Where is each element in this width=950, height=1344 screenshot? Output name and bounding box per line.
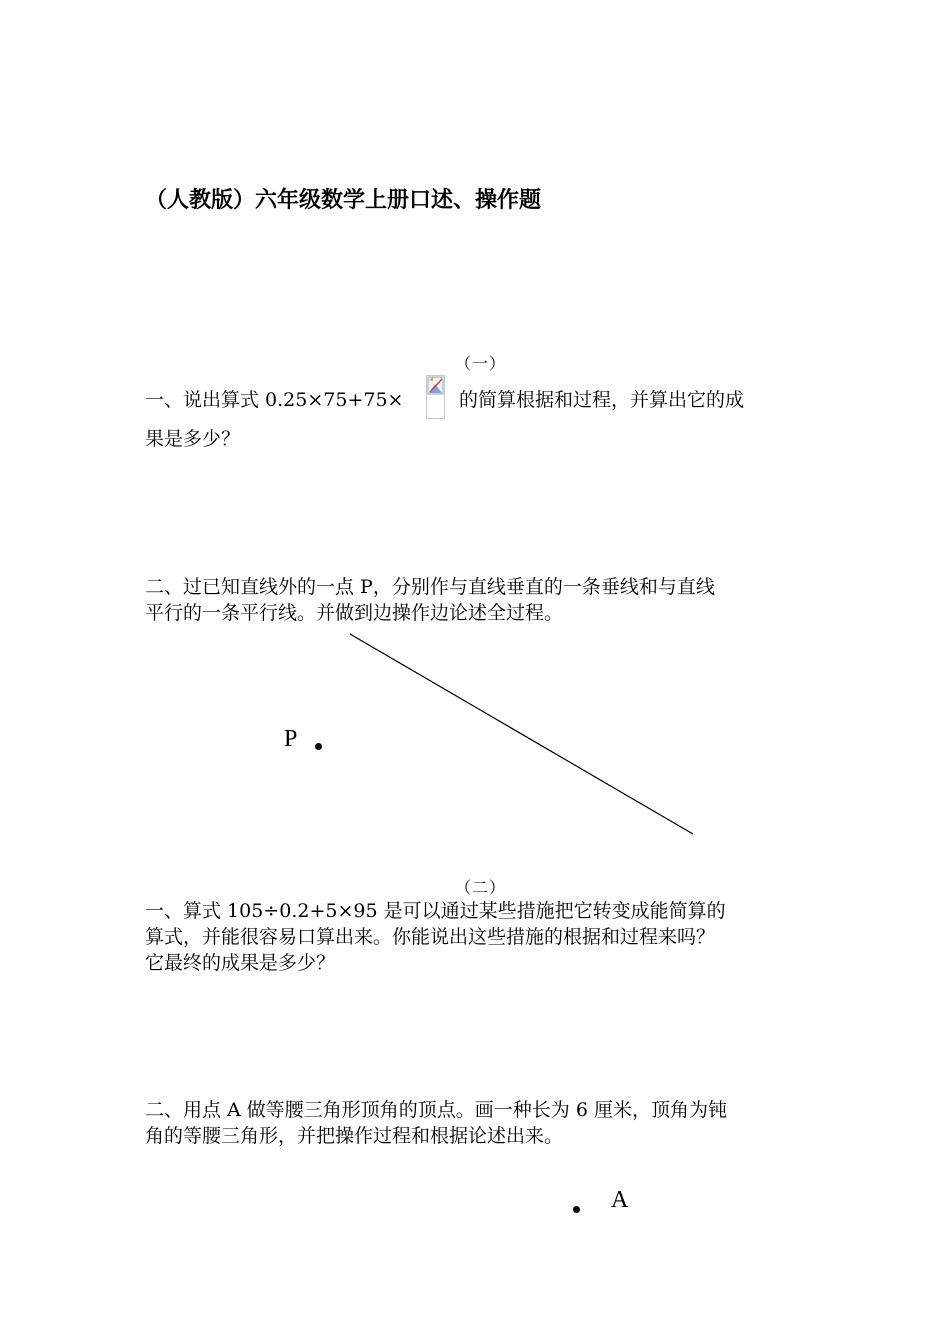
broken-image-icon xyxy=(426,375,445,419)
question-2-2-line-1: 二、用点 A 做等腰三角形顶角的顶点。画一种长为 6 厘米，顶角为钝 xyxy=(145,1099,727,1121)
question-1-2-line-1: 二、过已知直线外的一点 P，分别作与直线垂直的一条垂线和与直线 xyxy=(145,576,715,598)
question-2-2-line-2: 角的等腰三角形，并把操作过程和根据论述出来。 xyxy=(145,1125,564,1147)
given-straight-line xyxy=(340,625,705,840)
question-2-1-line-2: 算式，并能很容易口算出来。你能说出这些措施的根据和过程来吗？ xyxy=(145,926,716,948)
broken-image-glyph xyxy=(427,376,444,396)
section-heading-2: （二） xyxy=(455,878,507,897)
question-1-1-line-2: 果是多少？ xyxy=(145,428,241,450)
section-heading-1: （一） xyxy=(455,354,507,373)
question-2-1-line-3: 它最终的成果是多少？ xyxy=(145,952,336,974)
point-a-label: A xyxy=(611,1187,629,1213)
point-p-label: P xyxy=(284,726,298,752)
question-2-1-line-1: 一、算式 105÷0.2+5×95 是可以通过某些措施把它转变成能简算的 xyxy=(145,900,726,922)
question-1-1-line-1-end: 的简算根据和过程，并算出它的成 xyxy=(459,389,745,411)
page-title: （人教版）六年级数学上册口述、操作题 xyxy=(145,188,542,213)
point-p-dot xyxy=(315,743,322,750)
question-1-2-line-2: 平行的一条平行线。并做到边操作边论述全过程。 xyxy=(145,602,564,624)
point-a-dot xyxy=(573,1206,580,1213)
given-line-segment xyxy=(350,634,693,834)
question-1-1-line-1-start: 一、说出算式 0.25×75+75× xyxy=(145,389,404,411)
